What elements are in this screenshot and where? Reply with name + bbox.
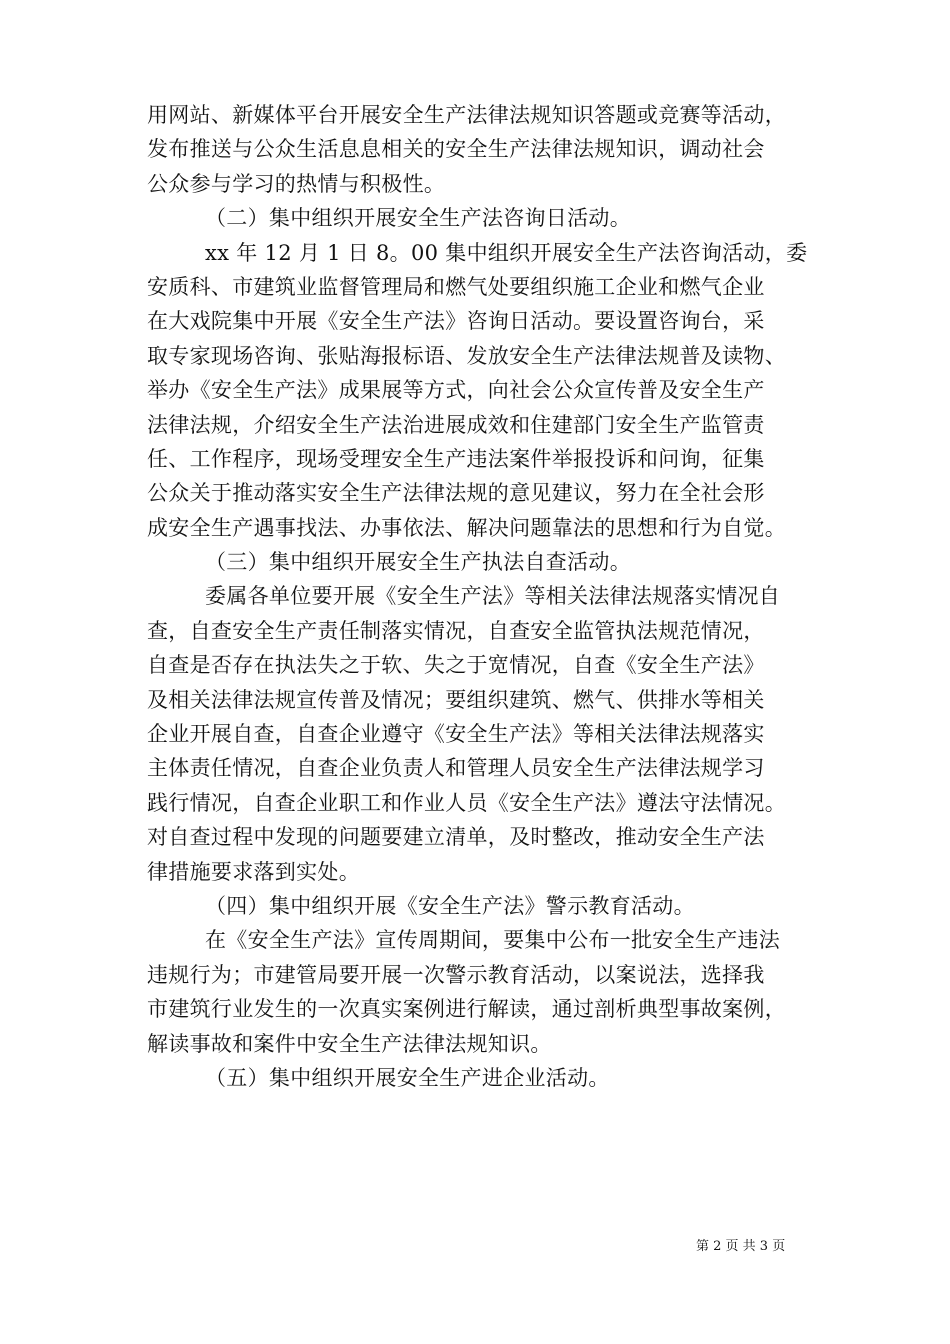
body-line: 查，自查安全生产责任制落实情况，自查安全监管执法规范情况， xyxy=(147,618,765,643)
body-line: 及相关法律法规宣传普及情况；要组织建筑、燃气、供排水等相关 xyxy=(147,687,765,712)
body-line: 取专家现场咨询、张贴海报标语、发放安全生产法律法规普及读物、 xyxy=(147,343,786,368)
body-line: 在《安全生产法》宣传周期间，要集中公布一批安全生产违法 xyxy=(205,928,781,953)
body-line: 法律法规，介绍安全生产法治进展成效和住建部门安全生产监管责 xyxy=(147,412,765,437)
body-line: 解读事故和案件中安全生产法律法规知识。 xyxy=(147,1031,552,1056)
body-line: 在大戏院集中开展《安全生产法》咨询日活动。要设置咨询台，采 xyxy=(147,309,765,334)
body-line: 违规行为；市建管局要开展一次警示教育活动，以案说法，选择我 xyxy=(147,962,765,987)
body-line: xx 年 12 月 1 日 8。00 集中组织开展安全生产法咨询活动，委 xyxy=(205,240,808,265)
page-number-footer: 第 2 页 共 3 页 xyxy=(696,1239,786,1254)
section-heading-4: （四）集中组织开展《安全生产法》警示教育活动。 xyxy=(205,893,695,918)
body-line: 用网站、新媒体平台开展安全生产法律法规知识答题或竞赛等活动， xyxy=(147,103,786,127)
body-line: 发布推送与公众生活息息相关的安全生产法律法规知识，调动社会 xyxy=(147,137,765,162)
section-heading-5: （五）集中组织开展安全生产进企业活动。 xyxy=(205,1065,610,1090)
body-line: 公众参与学习的热情与积极性。 xyxy=(147,171,446,196)
body-line: 主体责任情况，自查企业负责人和管理人员安全生产法律法规学习 xyxy=(147,756,765,781)
body-line: 安质科、市建筑业监督管理局和燃气处要组织施工企业和燃气企业 xyxy=(147,274,765,299)
body-line: 成安全生产遇事找法、办事依法、解决问题靠法的思想和行为自觉。 xyxy=(147,515,786,540)
section-heading-3: （三）集中组织开展安全生产执法自查活动。 xyxy=(205,550,631,575)
body-line: 任、工作程序，现场受理安全生产违法案件举报投诉和问询，征集 xyxy=(147,446,765,471)
body-line: 举办《安全生产法》成果展等方式，向社会公众宣传普及安全生产 xyxy=(147,378,765,403)
body-line: 市建筑行业发生的一次真实案例进行解读，通过剖析典型事故案例， xyxy=(147,997,786,1022)
body-line: 践行情况，自查企业职工和作业人员《安全生产法》遵法守法情况。 xyxy=(147,790,786,815)
body-line: 自查是否存在执法失之于软、失之于宽情况，自查《安全生产法》 xyxy=(147,653,765,678)
body-line: 委属各单位要开展《安全生产法》等相关法律法规落实情况自 xyxy=(205,584,781,609)
body-line: 对自查过程中发现的问题要建立清单，及时整改，推动安全生产法 xyxy=(147,825,765,850)
document-body xyxy=(147,98,827,1095)
body-line: 公众关于推动落实安全生产法律法规的意见建议，努力在全社会形 xyxy=(147,481,765,506)
body-line: 律措施要求落到实处。 xyxy=(147,859,360,884)
section-heading-2: （二）集中组织开展安全生产法咨询日活动。 xyxy=(205,206,631,231)
body-line: 企业开展自查，自查企业遵守《安全生产法》等相关法律法规落实 xyxy=(147,722,765,747)
